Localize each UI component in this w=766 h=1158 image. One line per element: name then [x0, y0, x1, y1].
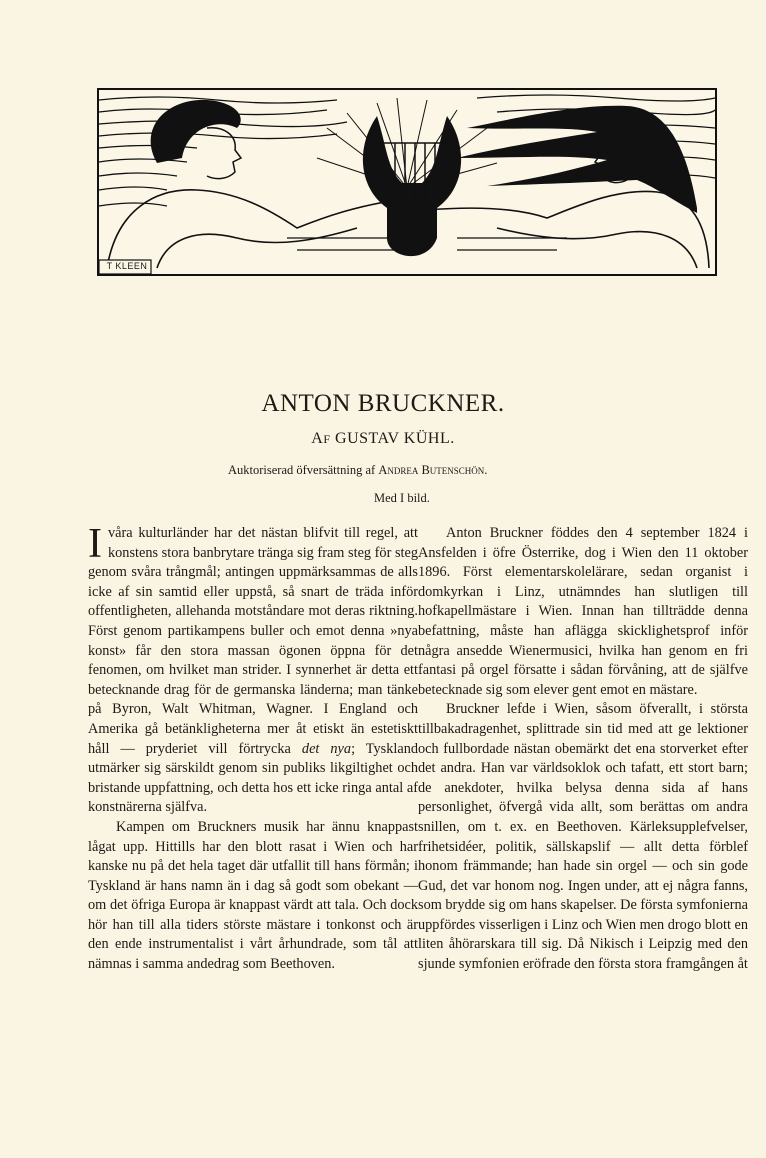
article-author [0, 430, 766, 448]
paragraph: Kampen om Bruckners musik har ännu knappast lågat upp. Hittills har den blott rasat i Wien och har kanske nu på det hela taget där utfallit till hans förmån; i Tyskland är hans namn än i dag så godt som obekant — om det öfriga Europa är knappast värdt att tala. Och dock hör han till alla tiders störste mästare i tonkonst och är den ende instrumentalist i vårt århundrade, som tål att nämnas i samma andedrag som Beethoven. [88, 818, 418, 973]
paragraph: Anton Bruckner föddes den 4 september 1824 i Ansfelden i öfre Österrike, dog i Wien den 11 oktober 1896. Först elementarskolelärare, sedan organist i domkyrkan i Linz, utnämndes han slutligen till hofkapellmästare i Wien. Innan han tillträdde denna befattning, måste han aflägga skicklighetsprof inför några ansedde Wienermusici, hvilka han genom en fri fantasi på orgel försatte i sådan förvåning, att de själfve betecknade sig som elever gent emot en mästare. [418, 525, 748, 698]
translator-name: Andrea Butenschön. [378, 463, 488, 477]
translation-credit [228, 463, 648, 478]
illustration-count: Med I bild. [374, 491, 430, 505]
header-illustration [97, 88, 717, 276]
author-prefix-cap: A [311, 430, 324, 447]
illustration-signature: T KLEEN [106, 261, 148, 271]
paragraph: Bruckner lefde i Wien, såsom öfverallt, i största tillbakadragenhet, splittrade sin tid med att ge lektioner och fullbordade nästan obemärkt det ena storverket efter det andra. Han var världsoklok och tafatt, ett stort barn; de anekdoter, hvilka belysa denna sida af hans personlighet, öfvergå vida allt, som berättas om andra snillen, om t. ex. en Beethoven. Kärleksupplefvelser, frihetsidéer, politik, sällskapslif — allt detta förblef honom främmande; han hade sin orgel — och sin gode Gud, det var honom nog. Ingen under, att ej några fanns, som brydde sig om hans skapelser. De första symfonierna uppfördes visserligen i Linz och Wien men drogo blott en liten åhörarskara till sig. Då Nikisch i Leipzig med den sjunde symfonien eröfrade den första stora framgången åt [418, 701, 748, 973]
article-title: ANTON BRUCKNER. [261, 390, 505, 417]
translation-text: Auktoriserad öfversättning af [228, 463, 376, 477]
author-name: GUSTAV KÜHL. [335, 430, 455, 447]
italic-phrase: det nya [301, 740, 352, 757]
paragraph-text: ; Tyskland utmärker sig särskildt genom sin publiks likgiltighet och bristande uppfattning, och detta hos ett icke ringa antal af konstnärerna själfva. [88, 740, 419, 816]
drop-cap: I [88, 521, 102, 567]
author-prefix-rest: F [323, 432, 331, 446]
left-column [88, 521, 419, 975]
paragraph-text: våra kulturländer har det nästan blifvit till regel, att konstens stora banbrytare tränga sig fram steg för steg genom svåra trångmål; antingen uppmärksammas de alls icke af sin samtid eller uppstå, så snart de träda inför offentligheten, allehanda motståndare mot deras riktning. Först genom partikampens buller och emot denna »nya konst» får den stora massan ögonen öppna för det fenomen, om hvilket man strider. I synnerhet är detta ett betecknande drag för de germanska länderna; man tänke på Byron, Walt Whitman, Wagner. I England och Amerika gå betänkligheterna mer åt etiskt än estetiskt håll — pryderiet vill förtrycka [88, 525, 418, 757]
right-column [418, 524, 748, 975]
paragraph [88, 521, 419, 818]
